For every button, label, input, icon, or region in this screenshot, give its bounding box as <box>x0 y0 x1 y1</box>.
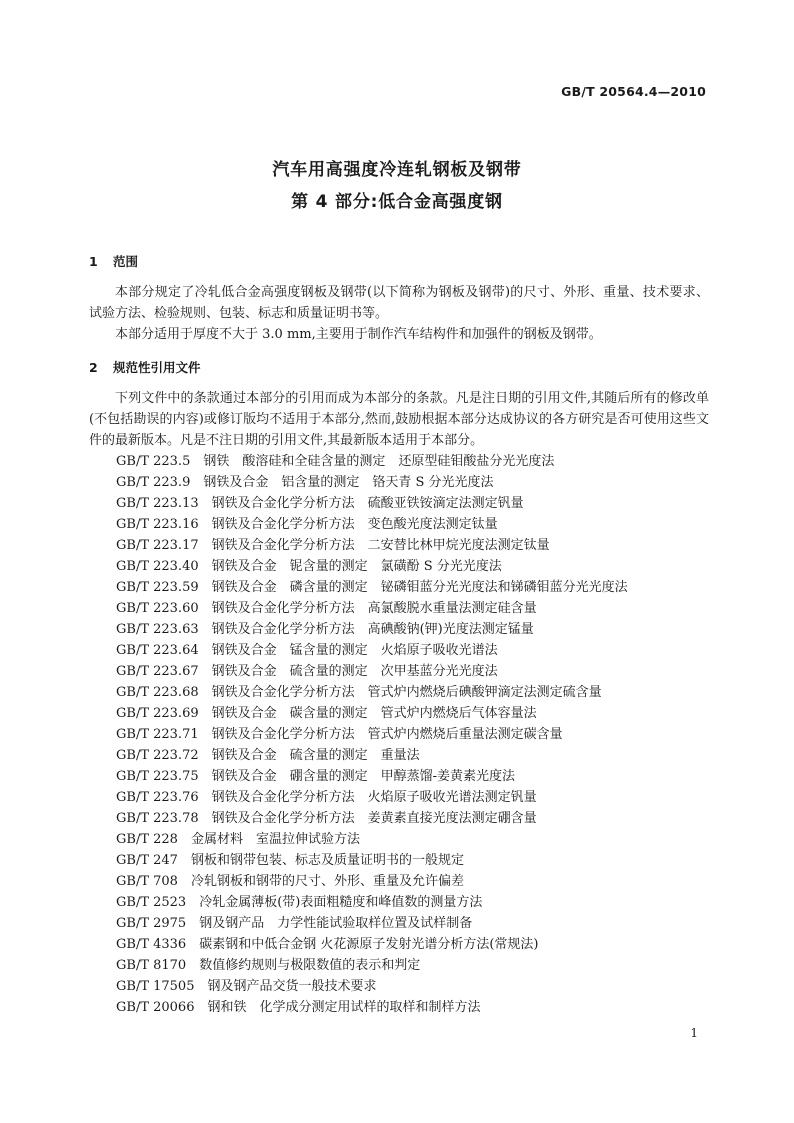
reference-item <box>116 808 628 829</box>
reference-title: 钢铁及合金化学分析方法 管式炉内燃烧后碘酸钾滴定法测定硫含量 <box>211 685 602 700</box>
document-subtitle: 第 4 部分:低合金高强度钢 <box>291 192 503 212</box>
reference-title: 钢铁及合金 硫含量的测定 重量法 <box>211 748 420 763</box>
reference-item <box>116 766 628 787</box>
reference-item <box>116 619 628 640</box>
reference-code: GB/T 2523 <box>116 895 187 910</box>
reference-code: GB/T 223.76 <box>116 790 199 805</box>
reference-title: 冷轧金属薄板(带)表面粗糙度和峰值数的测量方法 <box>199 895 483 910</box>
reference-title: 钢铁 酸溶硅和全硅含量的测定 还原型硅钼酸盐分光光度法 <box>203 454 555 469</box>
reference-item <box>116 724 628 745</box>
section-2-heading <box>89 358 201 376</box>
reference-code: GB/T 228 <box>116 832 178 847</box>
reference-title: 金属材料 室温拉伸试验方法 <box>190 832 360 847</box>
reference-title: 钢铁及合金化学分析方法 姜黄素直接光度法测定硼含量 <box>211 811 537 826</box>
section-title: 规范性引用文件 <box>113 360 201 375</box>
reference-code: GB/T 223.67 <box>116 664 199 679</box>
reference-title: 钢铁及合金 碳含量的测定 管式炉内燃烧后气体容量法 <box>211 706 537 721</box>
reference-item <box>116 661 628 682</box>
reference-code: GB/T 223.75 <box>116 769 199 784</box>
reference-code: GB/T 223.9 <box>116 475 191 490</box>
reference-item <box>116 787 628 808</box>
reference-title: 数值修约规则与极限数值的表示和判定 <box>199 958 421 973</box>
reference-title: 钢铁及合金化学分析方法 硫酸亚铁铵滴定法测定钒量 <box>211 496 524 511</box>
reference-item <box>116 850 628 871</box>
reference-code: GB/T 8170 <box>116 958 187 973</box>
reference-item <box>116 745 628 766</box>
reference-item <box>116 682 628 703</box>
scope-paragraph-2: 本部分适用于厚度不大于 3.0 mm,主要用于制作汽车结构件和加强件的钢板及钢带。 <box>115 327 602 342</box>
reference-item <box>116 703 628 724</box>
reference-title: 钢铁及合金 铌含量的测定 氯磺酚 S 分光光度法 <box>211 559 502 574</box>
reference-code: GB/T 223.17 <box>116 538 199 553</box>
reference-code: GB/T 708 <box>116 874 178 889</box>
reference-title: 钢板和钢带包装、标志及质量证明书的一般规定 <box>190 853 464 868</box>
reference-item <box>116 640 628 661</box>
reference-code: GB/T 2975 <box>116 916 187 931</box>
reference-item <box>116 514 628 535</box>
reference-item <box>116 577 628 598</box>
reference-code: GB/T 20066 <box>116 1000 195 1015</box>
reference-title: 钢铁及合金化学分析方法 管式炉内燃烧后重量法测定碳含量 <box>211 727 563 742</box>
reference-title: 钢铁及合金 锰含量的测定 火焰原子吸收光谱法 <box>211 643 498 658</box>
reference-code: GB/T 223.64 <box>116 643 199 658</box>
reference-title: 钢铁及合金化学分析方法 变色酸光度法测定钛量 <box>211 517 498 532</box>
reference-item <box>116 976 628 997</box>
reference-title: 钢和铁 化学成分测定用试样的取样和制样方法 <box>207 1000 481 1015</box>
reference-title: 冷轧钢板和钢带的尺寸、外形、重量及允许偏差 <box>190 874 464 889</box>
reference-code: GB/T 4336 <box>116 937 187 952</box>
reference-code: GB/T 223.63 <box>116 622 199 637</box>
reference-title: 钢铁及合金 硫含量的测定 次甲基蓝分光光度法 <box>211 664 498 679</box>
reference-item <box>116 934 628 955</box>
reference-code: GB/T 223.59 <box>116 580 199 595</box>
reference-code: GB/T 223.68 <box>116 685 199 700</box>
document-title: 汽车用高强度冷连轧钢板及钢带 <box>272 160 522 180</box>
reference-code: GB/T 17505 <box>116 979 195 994</box>
reference-title: 钢铁及合金 磷含量的测定 铋磷钼蓝分光光度法和锑磷钼蓝分光光度法 <box>211 580 628 595</box>
section-1-heading <box>89 252 138 270</box>
reference-code: GB/T 223.69 <box>116 706 199 721</box>
reference-item <box>116 997 628 1018</box>
reference-code: GB/T 223.60 <box>116 601 199 616</box>
reference-item <box>116 451 628 472</box>
reference-title: 钢及钢产品 力学性能试验取样位置及试样制备 <box>199 916 473 931</box>
reference-title: 钢及钢产品交货一般技术要求 <box>207 979 377 994</box>
reference-title: 钢铁及合金化学分析方法 二安替比林甲烷光度法测定钛量 <box>211 538 550 553</box>
reference-title: 钢铁及合金化学分析方法 火焰原子吸收光谱法测定钒量 <box>211 790 537 805</box>
reference-title: 碳素钢和中低合金钢 火花源原子发射光谱分析方法(常规法) <box>199 937 539 952</box>
reference-item <box>116 556 628 577</box>
section-number: 2 <box>89 360 98 375</box>
references-intro-paragraph: 下列文件中的条款通过本部分的引用而成为本部分的条款。凡是注日期的引用文件,其随后所有的修改单(不包括勘误的内容)或修订版均不适用于本部分,然而,鼓励根据本部分达成协议的各方研究是否可使用这些文件的最新版本。凡是不注日期的引用文件,其最新版本适用于本部分。 <box>89 391 709 448</box>
section-number: 1 <box>89 254 98 269</box>
reference-code: GB/T 223.78 <box>116 811 199 826</box>
reference-code: GB/T 223.71 <box>116 727 199 742</box>
reference-title: 钢铁及合金 硼含量的测定 甲醇蒸馏-姜黄素光度法 <box>211 769 516 784</box>
reference-item <box>116 493 628 514</box>
reference-item <box>116 829 628 850</box>
reference-title: 钢铁及合金 铝含量的测定 铬天青 S 分光光度法 <box>203 475 494 490</box>
reference-code: GB/T 223.5 <box>116 454 191 469</box>
reference-item <box>116 598 628 619</box>
page-number: 1 <box>690 1026 698 1040</box>
reference-item <box>116 535 628 556</box>
reference-title: 钢铁及合金化学分析方法 高氯酸脱水重量法测定硅含量 <box>211 601 537 616</box>
standard-code: GB/T 20564.4—2010 <box>561 84 706 99</box>
reference-item <box>116 955 628 976</box>
reference-item <box>116 472 628 493</box>
reference-title: 钢铁及合金化学分析方法 高碘酸钠(钾)光度法测定锰量 <box>211 622 534 637</box>
reference-code: GB/T 223.16 <box>116 517 199 532</box>
reference-code: GB/T 247 <box>116 853 178 868</box>
reference-item <box>116 892 628 913</box>
reference-code: GB/T 223.13 <box>116 496 199 511</box>
section-title: 范围 <box>113 254 139 269</box>
reference-code: GB/T 223.72 <box>116 748 199 763</box>
reference-item <box>116 913 628 934</box>
reference-item <box>116 871 628 892</box>
reference-list <box>116 451 628 1018</box>
reference-code: GB/T 223.40 <box>116 559 199 574</box>
scope-paragraph-1: 本部分规定了冷轧低合金高强度钢板及钢带(以下简称为钢板及钢带)的尺寸、外形、重量、技术要求、试验方法、检验规则、包装、标志和质量证明书等。 <box>89 285 709 321</box>
